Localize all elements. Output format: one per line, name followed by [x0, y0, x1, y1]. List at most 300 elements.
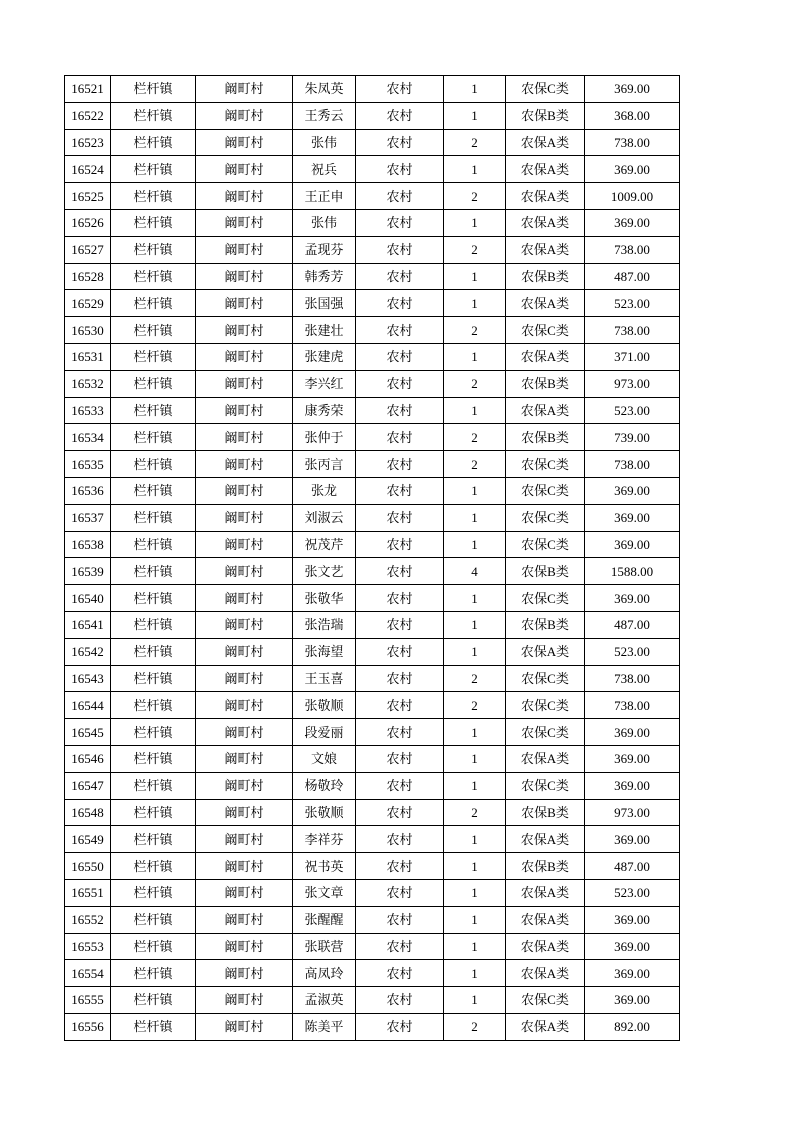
cell-name: 张敬华: [293, 585, 356, 612]
cell-amount: 738.00: [585, 451, 680, 478]
table-row: [65, 638, 680, 665]
table-row: [65, 76, 680, 103]
cell-town: 栏杆镇: [111, 129, 196, 156]
cell-count: 1: [444, 906, 506, 933]
cell-town: 栏杆镇: [111, 638, 196, 665]
cell-category: 农保C类: [506, 317, 585, 344]
cell-category: 农保B类: [506, 611, 585, 638]
cell-name: 孟现芬: [293, 236, 356, 263]
cell-type: 农村: [356, 343, 444, 370]
cell-type: 农村: [356, 879, 444, 906]
table-row: [65, 102, 680, 129]
cell-type: 农村: [356, 799, 444, 826]
cell-id: 16526: [65, 209, 111, 236]
cell-id: 16548: [65, 799, 111, 826]
cell-amount: 738.00: [585, 129, 680, 156]
cell-town: 栏杆镇: [111, 209, 196, 236]
cell-amount: 487.00: [585, 853, 680, 880]
cell-category: 农保A类: [506, 129, 585, 156]
cell-category: 农保A类: [506, 879, 585, 906]
cell-name: 张建虎: [293, 343, 356, 370]
cell-name: 李祥芬: [293, 826, 356, 853]
cell-name: 孟淑英: [293, 987, 356, 1014]
cell-id: 16553: [65, 933, 111, 960]
cell-count: 2: [444, 236, 506, 263]
cell-town: 栏杆镇: [111, 102, 196, 129]
cell-category: 农保C类: [506, 692, 585, 719]
cell-id: 16538: [65, 531, 111, 558]
cell-count: 1: [444, 933, 506, 960]
cell-village: 阚町村: [196, 772, 293, 799]
cell-count: 1: [444, 102, 506, 129]
cell-name: 张浩瑞: [293, 611, 356, 638]
cell-count: 1: [444, 585, 506, 612]
cell-category: 农保C类: [506, 772, 585, 799]
cell-name: 祝兵: [293, 156, 356, 183]
cell-id: 16555: [65, 987, 111, 1014]
table-row: [65, 183, 680, 210]
table-row: [65, 906, 680, 933]
cell-id: 16532: [65, 370, 111, 397]
cell-count: 1: [444, 611, 506, 638]
cell-type: 农村: [356, 558, 444, 585]
cell-village: 阚町村: [196, 183, 293, 210]
cell-amount: 369.00: [585, 209, 680, 236]
cell-id: 16535: [65, 451, 111, 478]
cell-name: 张国强: [293, 290, 356, 317]
cell-name: 张丙言: [293, 451, 356, 478]
cell-town: 栏杆镇: [111, 263, 196, 290]
cell-town: 栏杆镇: [111, 531, 196, 558]
cell-id: 16545: [65, 719, 111, 746]
cell-category: 农保A类: [506, 183, 585, 210]
table-row: [65, 477, 680, 504]
table-row: [65, 960, 680, 987]
cell-amount: 369.00: [585, 772, 680, 799]
table-row: [65, 317, 680, 344]
cell-village: 阚町村: [196, 76, 293, 103]
cell-town: 栏杆镇: [111, 826, 196, 853]
cell-id: 16554: [65, 960, 111, 987]
cell-amount: 523.00: [585, 638, 680, 665]
cell-amount: 369.00: [585, 987, 680, 1014]
cell-id: 16549: [65, 826, 111, 853]
cell-category: 农保A类: [506, 826, 585, 853]
cell-name: 陈美平: [293, 1013, 356, 1040]
cell-amount: 487.00: [585, 263, 680, 290]
cell-category: 农保A类: [506, 156, 585, 183]
cell-id: 16541: [65, 611, 111, 638]
table-row: [65, 879, 680, 906]
cell-amount: 1009.00: [585, 183, 680, 210]
cell-id: 16525: [65, 183, 111, 210]
cell-town: 栏杆镇: [111, 183, 196, 210]
cell-amount: 973.00: [585, 370, 680, 397]
cell-count: 1: [444, 263, 506, 290]
cell-amount: 369.00: [585, 719, 680, 746]
cell-village: 阚町村: [196, 879, 293, 906]
cell-category: 农保A类: [506, 960, 585, 987]
cell-type: 农村: [356, 290, 444, 317]
cell-name: 王正申: [293, 183, 356, 210]
cell-name: 张海望: [293, 638, 356, 665]
cell-id: 16531: [65, 343, 111, 370]
cell-type: 农村: [356, 665, 444, 692]
cell-village: 阚町村: [196, 665, 293, 692]
cell-category: 农保C类: [506, 719, 585, 746]
cell-id: 16550: [65, 853, 111, 880]
cell-count: 2: [444, 317, 506, 344]
table-row: [65, 611, 680, 638]
cell-village: 阚町村: [196, 906, 293, 933]
cell-town: 栏杆镇: [111, 343, 196, 370]
cell-village: 阚町村: [196, 397, 293, 424]
cell-category: 农保C类: [506, 76, 585, 103]
cell-amount: 368.00: [585, 102, 680, 129]
cell-amount: 369.00: [585, 933, 680, 960]
cell-town: 栏杆镇: [111, 933, 196, 960]
cell-id: 16524: [65, 156, 111, 183]
cell-count: 1: [444, 879, 506, 906]
table-row: [65, 531, 680, 558]
cell-amount: 369.00: [585, 906, 680, 933]
table-row: [65, 156, 680, 183]
cell-category: 农保A类: [506, 638, 585, 665]
cell-town: 栏杆镇: [111, 1013, 196, 1040]
cell-id: 16536: [65, 477, 111, 504]
cell-type: 农村: [356, 745, 444, 772]
cell-count: 1: [444, 504, 506, 531]
cell-category: 农保B类: [506, 799, 585, 826]
cell-amount: 369.00: [585, 960, 680, 987]
cell-amount: 1588.00: [585, 558, 680, 585]
cell-category: 农保C类: [506, 531, 585, 558]
cell-village: 阚町村: [196, 424, 293, 451]
table-row: [65, 451, 680, 478]
cell-village: 阚町村: [196, 719, 293, 746]
table-row: [65, 424, 680, 451]
cell-type: 农村: [356, 477, 444, 504]
cell-type: 农村: [356, 504, 444, 531]
table-row: [65, 772, 680, 799]
table-row: [65, 853, 680, 880]
cell-amount: 369.00: [585, 76, 680, 103]
cell-village: 阚町村: [196, 585, 293, 612]
cell-town: 栏杆镇: [111, 665, 196, 692]
cell-count: 2: [444, 1013, 506, 1040]
cell-town: 栏杆镇: [111, 156, 196, 183]
cell-name: 朱凤英: [293, 76, 356, 103]
cell-town: 栏杆镇: [111, 290, 196, 317]
cell-type: 农村: [356, 156, 444, 183]
cell-amount: 369.00: [585, 745, 680, 772]
cell-town: 栏杆镇: [111, 853, 196, 880]
cell-amount: 369.00: [585, 477, 680, 504]
cell-village: 阚町村: [196, 343, 293, 370]
cell-town: 栏杆镇: [111, 477, 196, 504]
cell-count: 1: [444, 156, 506, 183]
cell-name: 段爱丽: [293, 719, 356, 746]
cell-category: 农保A类: [506, 343, 585, 370]
cell-name: 祝茂芹: [293, 531, 356, 558]
cell-village: 阚町村: [196, 290, 293, 317]
table-row: [65, 987, 680, 1014]
cell-type: 农村: [356, 987, 444, 1014]
cell-name: 张仲于: [293, 424, 356, 451]
cell-count: 1: [444, 960, 506, 987]
cell-count: 1: [444, 531, 506, 558]
cell-id: 16540: [65, 585, 111, 612]
cell-village: 阚町村: [196, 933, 293, 960]
cell-amount: 371.00: [585, 343, 680, 370]
cell-type: 农村: [356, 424, 444, 451]
cell-type: 农村: [356, 719, 444, 746]
cell-type: 农村: [356, 317, 444, 344]
cell-village: 阚町村: [196, 826, 293, 853]
cell-amount: 973.00: [585, 799, 680, 826]
cell-town: 栏杆镇: [111, 504, 196, 531]
table-row: [65, 236, 680, 263]
cell-town: 栏杆镇: [111, 451, 196, 478]
table-row: [65, 343, 680, 370]
cell-count: 2: [444, 183, 506, 210]
table-row: [65, 826, 680, 853]
cell-village: 阚町村: [196, 960, 293, 987]
cell-type: 农村: [356, 451, 444, 478]
cell-id: 16527: [65, 236, 111, 263]
cell-id: 16521: [65, 76, 111, 103]
table-row: [65, 397, 680, 424]
cell-type: 农村: [356, 692, 444, 719]
cell-name: 杨敬玲: [293, 772, 356, 799]
cell-id: 16522: [65, 102, 111, 129]
cell-id: 16528: [65, 263, 111, 290]
table-row: [65, 665, 680, 692]
cell-name: 张建壮: [293, 317, 356, 344]
cell-village: 阚町村: [196, 611, 293, 638]
cell-town: 栏杆镇: [111, 879, 196, 906]
cell-type: 农村: [356, 853, 444, 880]
table-row: [65, 558, 680, 585]
table-sheet: [64, 75, 680, 1041]
cell-id: 16542: [65, 638, 111, 665]
cell-type: 农村: [356, 531, 444, 558]
cell-village: 阚町村: [196, 799, 293, 826]
cell-town: 栏杆镇: [111, 76, 196, 103]
cell-town: 栏杆镇: [111, 370, 196, 397]
cell-count: 2: [444, 451, 506, 478]
cell-name: 张伟: [293, 209, 356, 236]
cell-name: 高凤玲: [293, 960, 356, 987]
cell-town: 栏杆镇: [111, 719, 196, 746]
cell-amount: 738.00: [585, 317, 680, 344]
cell-village: 阚町村: [196, 1013, 293, 1040]
cell-type: 农村: [356, 263, 444, 290]
cell-village: 阚町村: [196, 317, 293, 344]
cell-name: 张伟: [293, 129, 356, 156]
cell-id: 16552: [65, 906, 111, 933]
cell-category: 农保C类: [506, 665, 585, 692]
cell-category: 农保C类: [506, 585, 585, 612]
cell-category: 农保A类: [506, 236, 585, 263]
cell-name: 王玉喜: [293, 665, 356, 692]
cell-town: 栏杆镇: [111, 397, 196, 424]
cell-id: 16547: [65, 772, 111, 799]
cell-category: 农保A类: [506, 290, 585, 317]
cell-count: 1: [444, 638, 506, 665]
cell-count: 2: [444, 665, 506, 692]
cell-town: 栏杆镇: [111, 611, 196, 638]
cell-town: 栏杆镇: [111, 745, 196, 772]
cell-count: 2: [444, 424, 506, 451]
cell-type: 农村: [356, 129, 444, 156]
cell-name: 康秀荣: [293, 397, 356, 424]
cell-amount: 738.00: [585, 236, 680, 263]
table-row: [65, 370, 680, 397]
table-row: [65, 290, 680, 317]
cell-id: 16537: [65, 504, 111, 531]
cell-category: 农保B类: [506, 102, 585, 129]
cell-village: 阚町村: [196, 853, 293, 880]
cell-village: 阚町村: [196, 638, 293, 665]
cell-count: 1: [444, 397, 506, 424]
cell-id: 16529: [65, 290, 111, 317]
cell-town: 栏杆镇: [111, 692, 196, 719]
cell-category: 农保A类: [506, 1013, 585, 1040]
table-row: [65, 799, 680, 826]
cell-category: 农保C类: [506, 504, 585, 531]
benefits-table: [64, 75, 680, 1041]
cell-id: 16530: [65, 317, 111, 344]
cell-category: 农保B类: [506, 370, 585, 397]
cell-village: 阚町村: [196, 156, 293, 183]
table-row: [65, 585, 680, 612]
cell-type: 农村: [356, 1013, 444, 1040]
cell-count: 1: [444, 343, 506, 370]
cell-type: 农村: [356, 611, 444, 638]
cell-category: 农保C类: [506, 987, 585, 1014]
cell-name: 祝书英: [293, 853, 356, 880]
cell-category: 农保B类: [506, 853, 585, 880]
cell-type: 农村: [356, 826, 444, 853]
cell-category: 农保A类: [506, 933, 585, 960]
cell-id: 16533: [65, 397, 111, 424]
cell-type: 农村: [356, 370, 444, 397]
cell-amount: 739.00: [585, 424, 680, 451]
cell-category: 农保C类: [506, 477, 585, 504]
cell-count: 1: [444, 290, 506, 317]
cell-name: 张醒醒: [293, 906, 356, 933]
cell-count: 2: [444, 799, 506, 826]
cell-town: 栏杆镇: [111, 585, 196, 612]
cell-name: 刘淑云: [293, 504, 356, 531]
cell-id: 16534: [65, 424, 111, 451]
cell-category: 农保B类: [506, 424, 585, 451]
cell-type: 农村: [356, 960, 444, 987]
table-row: [65, 504, 680, 531]
cell-type: 农村: [356, 906, 444, 933]
cell-count: 1: [444, 853, 506, 880]
cell-town: 栏杆镇: [111, 906, 196, 933]
cell-count: 1: [444, 76, 506, 103]
cell-type: 农村: [356, 933, 444, 960]
cell-count: 1: [444, 745, 506, 772]
cell-category: 农保A类: [506, 209, 585, 236]
table-row: [65, 129, 680, 156]
cell-village: 阚町村: [196, 129, 293, 156]
cell-village: 阚町村: [196, 987, 293, 1014]
cell-amount: 738.00: [585, 692, 680, 719]
cell-name: 张联营: [293, 933, 356, 960]
cell-count: 1: [444, 826, 506, 853]
cell-id: 16539: [65, 558, 111, 585]
cell-category: 农保B类: [506, 558, 585, 585]
cell-village: 阚町村: [196, 692, 293, 719]
cell-type: 农村: [356, 209, 444, 236]
table-row: [65, 263, 680, 290]
table-row: [65, 745, 680, 772]
cell-id: 16546: [65, 745, 111, 772]
cell-count: 2: [444, 129, 506, 156]
cell-village: 阚町村: [196, 263, 293, 290]
cell-category: 农保A类: [506, 906, 585, 933]
cell-type: 农村: [356, 183, 444, 210]
cell-type: 农村: [356, 585, 444, 612]
cell-type: 农村: [356, 76, 444, 103]
cell-type: 农村: [356, 772, 444, 799]
cell-amount: 523.00: [585, 397, 680, 424]
cell-amount: 369.00: [585, 504, 680, 531]
cell-name: 张敬顺: [293, 799, 356, 826]
cell-village: 阚町村: [196, 451, 293, 478]
cell-count: 4: [444, 558, 506, 585]
cell-village: 阚町村: [196, 745, 293, 772]
table-row: [65, 1013, 680, 1040]
cell-amount: 892.00: [585, 1013, 680, 1040]
cell-count: 2: [444, 370, 506, 397]
cell-count: 2: [444, 692, 506, 719]
cell-town: 栏杆镇: [111, 317, 196, 344]
table-body: [65, 76, 680, 1041]
cell-village: 阚町村: [196, 209, 293, 236]
cell-type: 农村: [356, 638, 444, 665]
cell-type: 农村: [356, 236, 444, 263]
cell-id: 16543: [65, 665, 111, 692]
cell-id: 16523: [65, 129, 111, 156]
cell-name: 张敬顺: [293, 692, 356, 719]
cell-name: 李兴红: [293, 370, 356, 397]
cell-village: 阚町村: [196, 236, 293, 263]
cell-amount: 369.00: [585, 531, 680, 558]
cell-town: 栏杆镇: [111, 236, 196, 263]
cell-type: 农村: [356, 102, 444, 129]
cell-village: 阚町村: [196, 558, 293, 585]
cell-town: 栏杆镇: [111, 987, 196, 1014]
cell-town: 栏杆镇: [111, 558, 196, 585]
cell-id: 16551: [65, 879, 111, 906]
cell-count: 1: [444, 209, 506, 236]
cell-count: 1: [444, 719, 506, 746]
cell-count: 1: [444, 987, 506, 1014]
cell-town: 栏杆镇: [111, 960, 196, 987]
cell-amount: 523.00: [585, 879, 680, 906]
cell-village: 阚町村: [196, 102, 293, 129]
cell-name: 张文艺: [293, 558, 356, 585]
cell-count: 1: [444, 477, 506, 504]
cell-type: 农村: [356, 397, 444, 424]
cell-town: 栏杆镇: [111, 772, 196, 799]
cell-id: 16556: [65, 1013, 111, 1040]
